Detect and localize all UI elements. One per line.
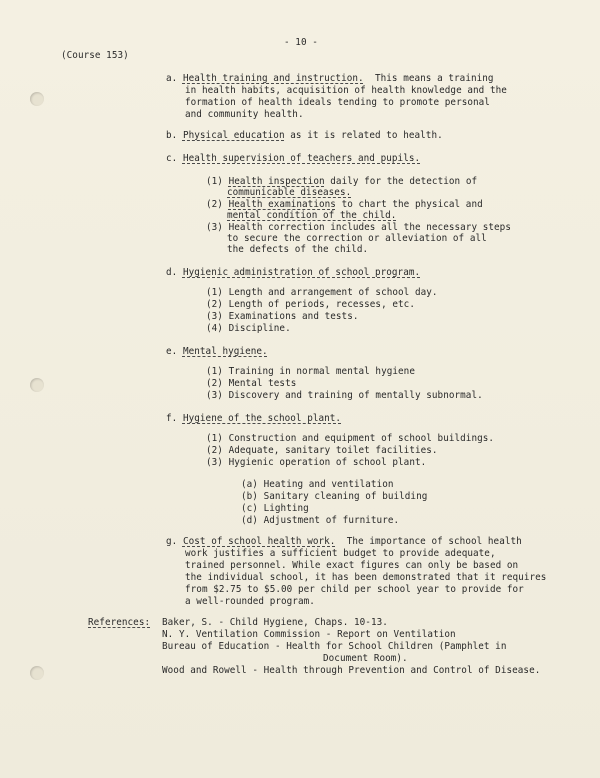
item-text: Discipline. xyxy=(228,323,291,334)
section-c-title: Health supervision of teachers and pupils. xyxy=(182,153,421,164)
section-g-line: from $2.75 to $5.00 per child per school year to provide for xyxy=(185,584,524,595)
section-f-subitem xyxy=(241,479,394,490)
punch-hole-bottom xyxy=(30,666,44,680)
section-f-subitem xyxy=(241,503,309,514)
references-label: References: xyxy=(88,617,151,628)
section-a-line: formation of health ideals tending to promote personal xyxy=(185,97,490,108)
page-number: - 10 - xyxy=(284,37,318,48)
subitem-text: Adjustment of furniture. xyxy=(263,515,400,526)
item-text: Training in normal mental hygiene xyxy=(228,366,415,377)
section-g-title: Cost of school health work. xyxy=(182,536,336,547)
section-b-heading xyxy=(166,130,443,141)
section-f-subitem xyxy=(241,515,399,526)
course-label: (Course 153) xyxy=(61,50,129,61)
item-number: (2) xyxy=(206,445,223,456)
section-f-item xyxy=(206,433,494,444)
section-d-heading xyxy=(166,267,420,278)
section-c-item-continuation: communicable diseases. xyxy=(227,187,352,198)
item-number: (3) xyxy=(206,222,223,233)
item-number: (2) xyxy=(206,299,223,310)
subitem-letter: (a) xyxy=(241,479,258,490)
section-c-item-continuation: mental condition of the child. xyxy=(227,210,397,221)
reference-line: Wood and Rowell - Health through Prevention and Control of Disease. xyxy=(162,665,541,676)
section-d-item xyxy=(206,323,291,334)
section-d-item xyxy=(206,299,415,310)
item-title: Health examinations xyxy=(228,199,336,210)
subitem-text: Sanitary cleaning of building xyxy=(263,491,428,502)
section-e-item xyxy=(206,378,296,389)
section-f-item xyxy=(206,457,426,468)
section-a-marker: a. xyxy=(166,73,178,84)
subitem-letter: (b) xyxy=(241,491,258,502)
section-b-marker: b. xyxy=(166,130,178,141)
punch-hole-middle xyxy=(30,378,44,392)
item-text: Length and arrangement of school day. xyxy=(228,287,438,298)
item-text: Discovery and training of mentally subnormal. xyxy=(228,390,483,401)
section-g-line: trained personnel. While exact figures can only be based on xyxy=(185,560,519,571)
section-e-heading xyxy=(166,346,268,357)
section-e-title: Mental hygiene. xyxy=(182,346,268,357)
item-number: (1) xyxy=(206,366,223,377)
item-text: Length of periods, recesses, etc. xyxy=(228,299,415,310)
section-c-heading xyxy=(166,153,420,164)
reference-line: Bureau of Education - Health for School Children (Pamphlet in xyxy=(162,641,507,652)
subitem-letter: (c) xyxy=(241,503,258,514)
section-d-item xyxy=(206,287,438,298)
section-c-item xyxy=(206,222,511,233)
section-c-item xyxy=(206,176,477,187)
item-number: (1) xyxy=(206,287,223,298)
section-e-item xyxy=(206,366,415,377)
item-text: Mental tests xyxy=(228,378,297,389)
item-text: Hygienic operation of school plant. xyxy=(228,457,427,468)
item-title: Health inspection xyxy=(228,176,325,187)
item-number: (1) xyxy=(206,433,223,444)
section-f-item xyxy=(206,445,438,456)
section-f-subitem xyxy=(241,491,427,502)
item-text: Adequate, sanitary toilet facilities. xyxy=(228,445,438,456)
section-g-marker: g. xyxy=(166,536,178,547)
reference-line: Baker, S. - Child Hygiene, Chaps. 10-13. xyxy=(162,617,388,628)
section-g-line: work justifies a sufficient budget to provide adequate, xyxy=(185,548,496,559)
section-g-heading xyxy=(166,536,522,547)
section-b-rest: as it is related to health. xyxy=(290,130,443,141)
item-number: (4) xyxy=(206,323,223,334)
item-text: to chart the physical and xyxy=(341,199,483,210)
item-text: Construction and equipment of school buildings. xyxy=(228,433,495,444)
section-a-line: in health habits, acquisition of health knowledge and the xyxy=(185,85,507,96)
subitem-text: Lighting xyxy=(263,503,309,514)
section-a-title: Health training and instruction. xyxy=(182,73,364,84)
item-number: (2) xyxy=(206,199,223,210)
punch-hole-top xyxy=(30,92,44,106)
reference-line: Document Room). xyxy=(323,653,408,664)
section-e-item xyxy=(206,390,483,401)
section-a-line: and community health. xyxy=(185,109,304,120)
subitem-letter: (d) xyxy=(241,515,258,526)
section-c-item-continuation: to secure the correction or alleviation of all xyxy=(227,233,487,244)
section-g-line: The importance of school health xyxy=(346,536,522,547)
section-f-marker: f. xyxy=(166,413,178,424)
item-text: Examinations and tests. xyxy=(228,311,359,322)
section-f-title: Hygiene of the school plant. xyxy=(182,413,342,424)
item-text: Health correction includes all the necessary steps xyxy=(228,222,511,233)
section-g-line: a well-rounded program. xyxy=(185,596,315,607)
section-d-item xyxy=(206,311,359,322)
section-e-marker: e. xyxy=(166,346,178,357)
section-d-marker: d. xyxy=(166,267,178,278)
section-c-item-continuation: the defects of the child. xyxy=(227,244,369,255)
section-c-marker: c. xyxy=(166,153,178,164)
section-d-title: Hygienic administration of school program. xyxy=(182,267,421,278)
section-g-line: the individual school, it has been demonstrated that it requires xyxy=(185,572,547,583)
section-a-heading xyxy=(166,73,494,84)
section-a-line: This means a training xyxy=(374,73,494,84)
item-number: (3) xyxy=(206,390,223,401)
item-number: (3) xyxy=(206,311,223,322)
item-number: (2) xyxy=(206,378,223,389)
item-text: daily for the detection of xyxy=(330,176,478,187)
reference-line: N. Y. Ventilation Commission - Report on Ventilation xyxy=(162,629,456,640)
item-number: (1) xyxy=(206,176,223,187)
section-b-title: Physical education xyxy=(182,130,285,141)
section-f-heading xyxy=(166,413,341,424)
section-c-item xyxy=(206,199,483,210)
subitem-text: Heating and ventilation xyxy=(263,479,394,490)
item-number: (3) xyxy=(206,457,223,468)
